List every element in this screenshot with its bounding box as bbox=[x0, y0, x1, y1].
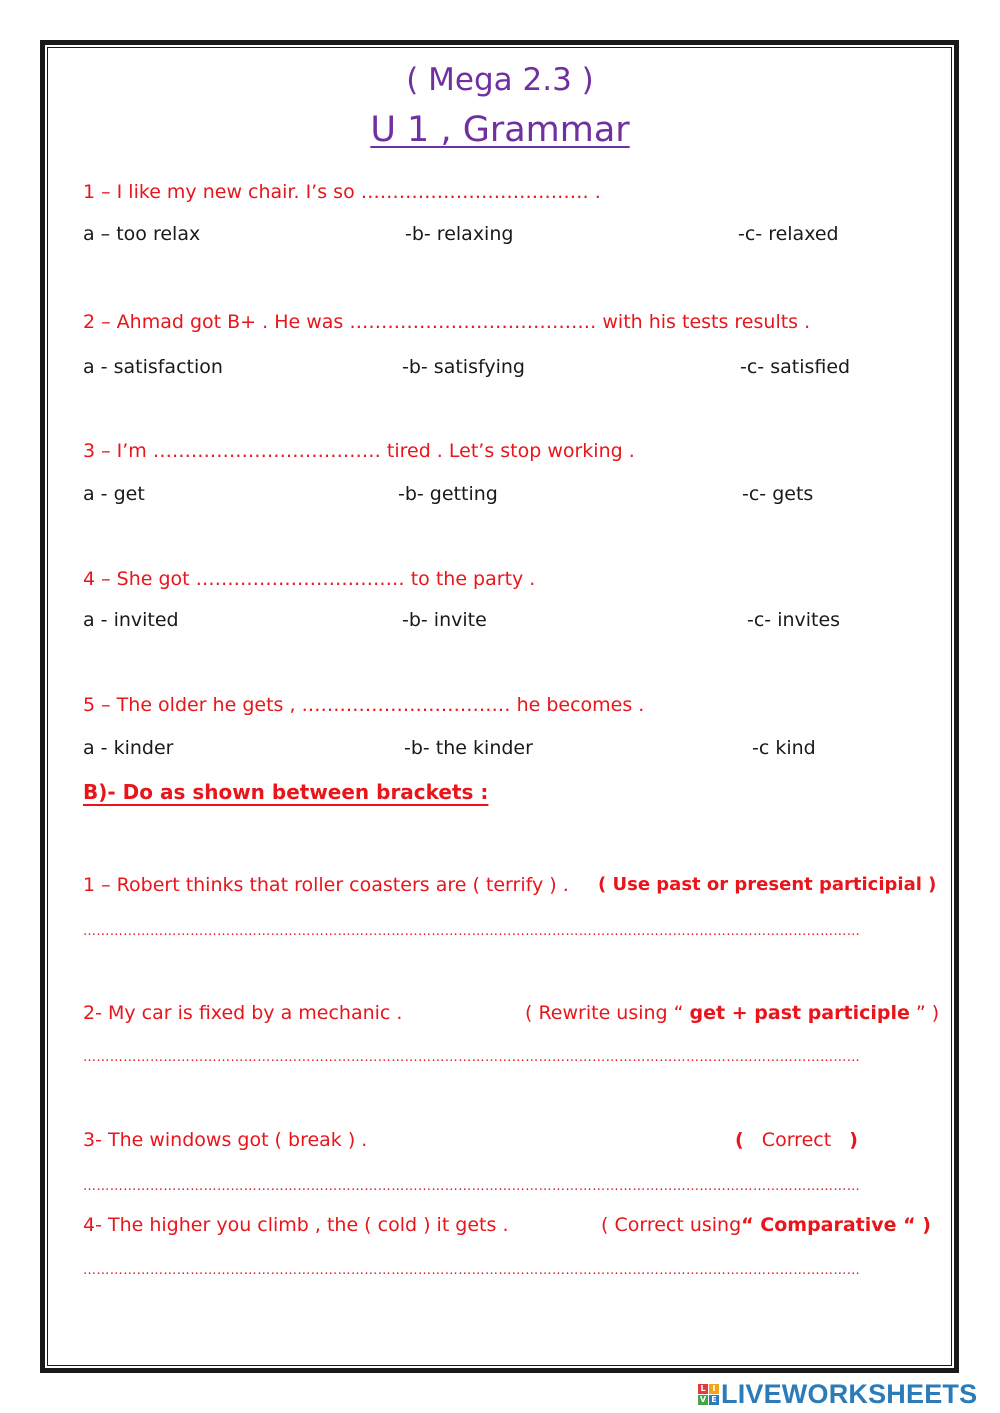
b-item-4-instruction-pre: ( Correct using bbox=[601, 1214, 742, 1236]
b-item-2-answer-line[interactable]: ………………………………………………………………………………………………………………………………………………………… bbox=[83, 1050, 861, 1065]
logo-letter-l: L bbox=[698, 1384, 708, 1394]
b-item-2-instruction-post: ” ) bbox=[909, 1002, 940, 1024]
question-1-option-b[interactable]: -b- relaxing bbox=[405, 223, 514, 245]
b-item-1-instruction: ( Use past or present participial ) bbox=[598, 874, 937, 895]
question-2-option-a[interactable]: a - satisfaction bbox=[83, 356, 223, 378]
question-5-option-b[interactable]: -b- the kinder bbox=[404, 737, 533, 759]
worksheet-title: ( Mega 2.3 ) bbox=[406, 62, 594, 98]
question-1-option-a[interactable]: a – too relax bbox=[83, 223, 201, 245]
question-3-option-a[interactable]: a - get bbox=[83, 483, 145, 505]
liveworksheets-logo-icon bbox=[698, 1384, 719, 1405]
b-item-3-sentence: 3- The windows got ( break ) . bbox=[83, 1129, 368, 1151]
question-2-option-c[interactable]: -c- satisfied bbox=[740, 356, 851, 378]
b-item-1-sentence: 1 – Robert thinks that roller coasters are ( terrify ) . bbox=[83, 874, 569, 896]
b-item-4-answer-line[interactable]: ………………………………………………………………………………………………………………………………………………………… bbox=[83, 1263, 861, 1278]
worksheet-subtitle bbox=[0, 108, 1000, 152]
question-1-text: 1 – I like my new chair. I’s so ……………………………… . bbox=[83, 181, 601, 203]
b-item-3-instruction-open: ( bbox=[735, 1129, 744, 1151]
b-item-3-instruction-close: ) bbox=[849, 1129, 858, 1151]
logo-letter-v: V bbox=[699, 1394, 707, 1404]
b-item-2-instruction-bold: get + past participle bbox=[689, 1002, 910, 1024]
question-4-option-b[interactable]: -b- invite bbox=[402, 609, 487, 631]
logo-letter-e: E bbox=[709, 1395, 719, 1405]
b-item-4-sentence: 4- The higher you climb , the ( cold ) it gets . bbox=[83, 1214, 509, 1236]
b-item-4-instruction bbox=[601, 1213, 931, 1237]
b-item-1-answer-line[interactable]: ………………………………………………………………………………………………………………………………………………………… bbox=[83, 924, 861, 939]
question-4-text: 4 – She got …………………………… to the party . bbox=[83, 568, 536, 590]
question-2-text: 2 – Ahmad got B+ . He was ………………………………… with his tests results . bbox=[83, 311, 811, 333]
subtitle-text: U 1 , Grammar bbox=[370, 110, 630, 150]
section-b-heading: B)- Do as shown between brackets : bbox=[83, 780, 489, 804]
question-5-text: 5 – The older he gets , …………………………… he becomes . bbox=[83, 694, 645, 716]
question-4-option-c[interactable]: -c- invites bbox=[747, 609, 841, 631]
question-3-text: 3 – I’m ……………………………… tired . Let’s stop working . bbox=[83, 440, 635, 462]
question-2-option-b[interactable]: -b- satisfying bbox=[402, 356, 525, 378]
logo-letter-i: I bbox=[709, 1384, 719, 1394]
liveworksheets-logo[interactable] bbox=[698, 1378, 977, 1410]
b-item-2-sentence: 2- My car is fixed by a mechanic . bbox=[83, 1002, 403, 1024]
b-item-3-instruction bbox=[735, 1128, 858, 1152]
b-item-4-instruction-bold: “ Comparative “ ) bbox=[741, 1214, 931, 1236]
question-5-option-c[interactable]: -c kind bbox=[752, 737, 816, 759]
question-1-option-c[interactable]: -c- relaxed bbox=[738, 223, 839, 245]
liveworksheets-logo-text: LIVEWORKSHEETS bbox=[721, 1378, 978, 1409]
b-item-2-instruction bbox=[525, 1001, 939, 1025]
b-item-2-instruction-pre: ( Rewrite using “ bbox=[525, 1002, 690, 1024]
b-item-3-answer-line[interactable]: ………………………………………………………………………………………………………………………………………………………… bbox=[83, 1179, 861, 1194]
b-item-3-instruction-mid: Correct bbox=[743, 1129, 850, 1151]
question-4-option-a[interactable]: a - invited bbox=[83, 609, 179, 631]
question-3-option-b[interactable]: -b- getting bbox=[398, 483, 498, 505]
question-5-option-a[interactable]: a - kinder bbox=[83, 737, 174, 759]
question-3-option-c[interactable]: -c- gets bbox=[742, 483, 814, 505]
